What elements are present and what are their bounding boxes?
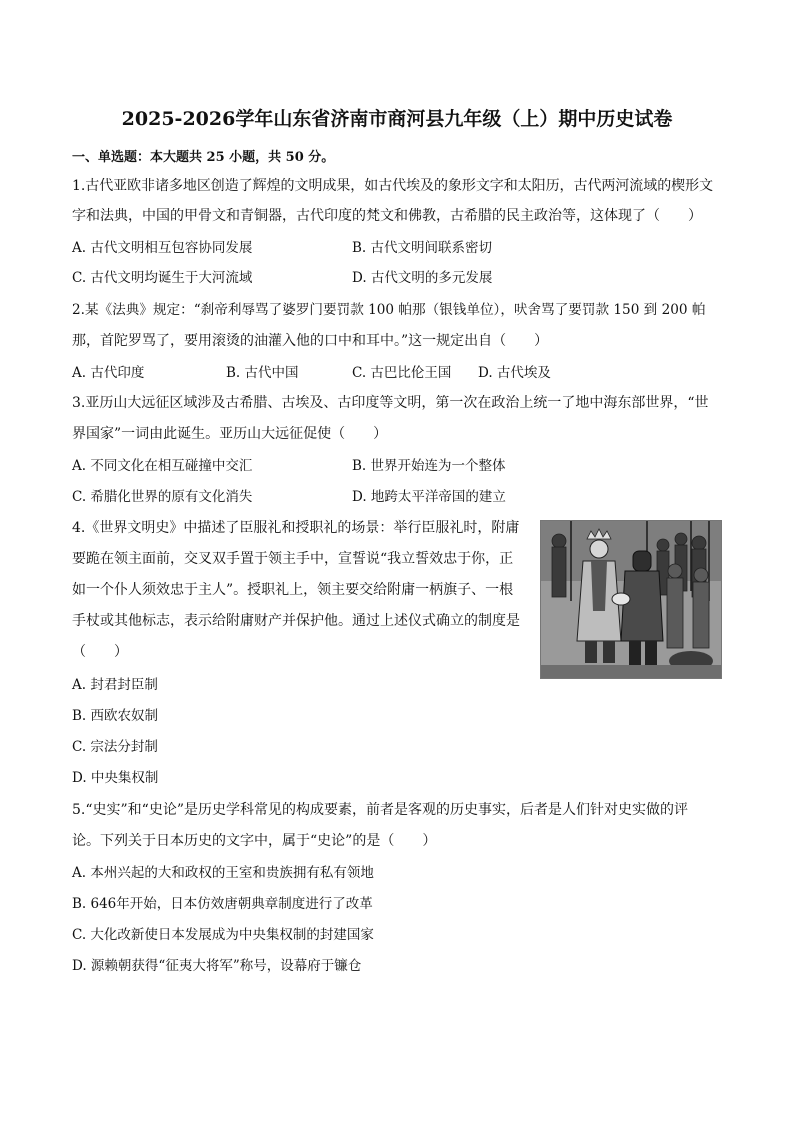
question-1-option-b: B. 古代文明间联系密切	[352, 240, 493, 256]
section-heading: 一、单选题：本大题共 25 小题，共 50 分。	[72, 150, 335, 165]
question-3-line-2: 界国家”一词由此诞生。亚历山大远征促使（ ）	[72, 426, 388, 442]
question-2-line-1: 2.某《法典》规定：“刹帝利辱骂了婆罗门要罚款 100 帕那（银钱单位），吠舍骂了要罚款 150 到 200 帕	[72, 302, 706, 318]
question-4-line-3: 如一个仆人须效忠于主人”。授职礼上，领主要交给附庸一柄旗子、一根	[72, 582, 514, 598]
question-5-option-d: D. 源赖朝获得“征夷大将军”称号，设幕府于镰仓	[72, 958, 362, 974]
question-4-option-b: B. 西欧农奴制	[72, 708, 159, 724]
question-1-option-c: C. 古代文明均诞生于大河流域	[72, 270, 253, 286]
question-4-option-c: C. 宗法分封制	[72, 739, 158, 755]
question-5-option-a: A. 本州兴起的大和政权的王室和贵族拥有私有领地	[72, 865, 374, 881]
question-5-option-b: B. 646年开始，日本仿效唐朝典章制度进行了改革	[72, 896, 373, 912]
exam-title: 2025-2026学年山东省济南市商河县九年级（上）期中历史试卷	[121, 108, 673, 130]
question-2-option-b: B. 古代中国	[226, 365, 299, 381]
question-1-option-d: D. 古代文明的多元发展	[352, 270, 493, 286]
question-4-option-d: D. 中央集权制	[72, 770, 159, 786]
question-3-option-a: A. 不同文化在相互碰撞中交汇	[72, 458, 253, 474]
question-3-option-b: B. 世界开始连为一个整体	[352, 458, 506, 474]
question-4-line-5: （ ）	[72, 644, 128, 660]
question-3-line-1: 3.亚历山大远征区域涉及古希腊、古埃及、古印度等文明，第一次在政治上统一了地中海东部世界，“世	[72, 395, 709, 411]
question-4-line-1: 4.《世界文明史》中描述了臣服礼和授职礼的场景：举行臣服礼时，附庸	[72, 520, 520, 536]
question-2-option-d: D. 古代埃及	[478, 365, 551, 381]
question-5-option-c: C. 大化改新使日本发展成为中央集权制的封建国家	[72, 927, 374, 943]
question-1-line-1: 1.古代亚欧非诸多地区创造了辉煌的文明成果，如古代埃及的象形文字和太阳历，古代两河流域的楔形文	[72, 178, 714, 194]
question-4-line-2: 要跪在领主面前，交叉双手置于领主手中，宣誓说“我立誓效忠于你，正	[72, 551, 514, 567]
question-2-option-c: C. 古巴比伦王国	[352, 365, 452, 381]
question-4-option-a: A. 封君封臣制	[72, 677, 158, 693]
question-5-line-2: 论。下列关于日本历史的文字中，属于“史论”的是（ ）	[72, 833, 437, 849]
question-5-line-1: 5.“史实”和“史论”是历史学科常见的构成要素，前者是客观的历史事实，后者是人们针对史实做的评	[72, 802, 688, 818]
homage-ceremony-drawing	[541, 521, 721, 678]
question-3-option-c: C. 希腊化世界的原有文化消失	[72, 489, 253, 505]
question-1-option-a: A. 古代文明相互包容协同发展	[72, 240, 253, 256]
homage-ceremony-illustration	[540, 520, 722, 679]
question-1-line-2: 字和法典，中国的甲骨文和青铜器，古代印度的梵文和佛教，古希腊的民主政治等，这体现了（ ）	[72, 208, 702, 224]
question-2-option-a: A. 古代印度	[72, 365, 145, 381]
question-2-line-2: 那，首陀罗骂了，要用滚烫的油灌入他的口中和耳中。”这一规定出自（ ）	[72, 333, 549, 349]
question-4-line-4: 手杖或其他标志，表示给附庸财产并保护他。通过上述仪式确立的制度是	[72, 613, 520, 629]
question-3-option-d: D. 地跨太平洋帝国的建立	[352, 489, 506, 505]
